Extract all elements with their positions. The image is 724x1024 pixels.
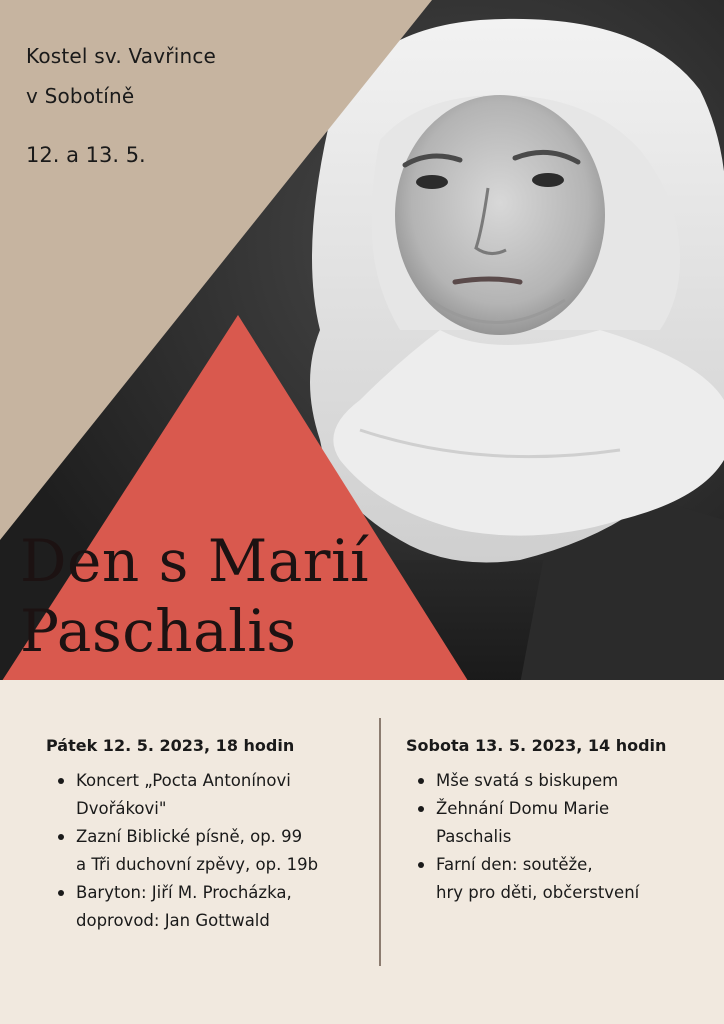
bullet-icon xyxy=(418,862,424,868)
saturday-heading: Sobota 13. 5. 2023, 14 hodin xyxy=(406,736,667,755)
friday-program-list xyxy=(54,767,364,935)
saturday-program-list xyxy=(414,767,714,907)
list-item: Farní den: soutěže, hry pro děti, občerstvení xyxy=(414,851,714,907)
poster-title-line-1: Den s Marií xyxy=(20,527,370,595)
list-item: Baryton: Jiří M. Procházka, doprovod: Jan Gottwald xyxy=(54,879,364,935)
poster-title-line-2: Paschalis xyxy=(20,597,297,665)
list-item: Mše svatá s biskupem xyxy=(414,767,714,795)
column-divider xyxy=(379,718,381,966)
portrait-face xyxy=(395,95,605,335)
bullet-icon xyxy=(418,778,424,784)
list-item: Žehnání Domu Marie Paschalis xyxy=(414,795,714,851)
list-item: Zazní Biblické písně, op. 99 a Tři duchovní zpěvy, op. 19b xyxy=(54,823,364,879)
bullet-icon xyxy=(58,890,64,896)
bullet-icon xyxy=(58,778,64,784)
bullet-icon xyxy=(58,834,64,840)
venue-line-2: v Sobotíně xyxy=(26,84,135,108)
venue-line-1: Kostel sv. Vavřince xyxy=(26,44,217,68)
event-dates: 12. a 13. 5. xyxy=(26,143,146,167)
program-section xyxy=(0,684,724,1024)
bullet-icon xyxy=(418,806,424,812)
list-item: Koncert „Pocta Antonínovi Dvořákovi" xyxy=(54,767,364,823)
friday-heading: Pátek 12. 5. 2023, 18 hodin xyxy=(46,736,295,755)
